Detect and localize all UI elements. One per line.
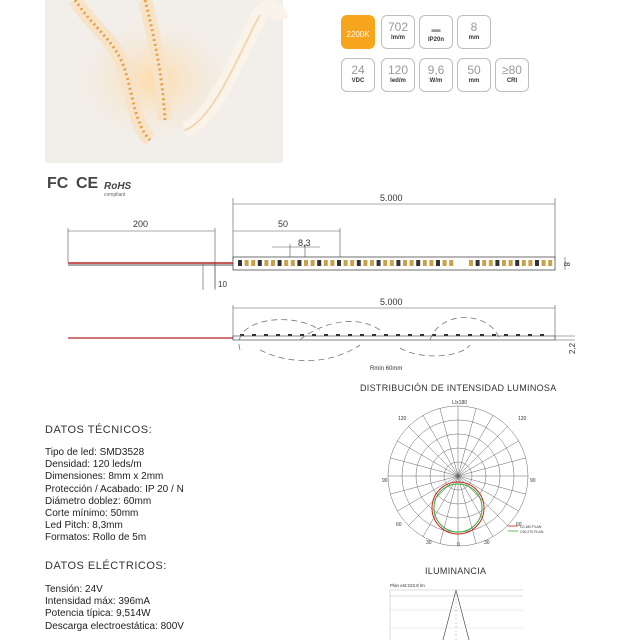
side-led-chip <box>288 334 292 336</box>
illuminance-title: ILUMINANCIA <box>425 566 487 576</box>
led-chip <box>423 260 427 266</box>
led-chip <box>245 260 249 266</box>
led-chip <box>344 260 348 266</box>
power-icon: 9,6 W/m <box>419 58 453 92</box>
width-icon: 8 mm <box>457 15 491 49</box>
side-led-chip <box>468 334 472 336</box>
led-chip <box>476 260 480 266</box>
led-chip <box>436 260 440 266</box>
tech-line: Protección / Acabado: IP 20 / N <box>45 483 184 495</box>
polar-diagram <box>380 398 544 548</box>
led-chip <box>482 260 486 266</box>
tech-title: DATOS TÉCNICOS: <box>45 424 153 436</box>
led-chip <box>502 260 506 266</box>
tech-line: Corte mínimo: 50mm <box>45 508 139 520</box>
dim-thickness-label: 2,2 <box>568 342 577 354</box>
led-chip <box>416 260 420 266</box>
led-chip <box>509 260 513 266</box>
led-chip <box>251 260 255 266</box>
side-led-chip <box>312 334 316 336</box>
electrical-line: Potencia típica: 9,514W <box>45 608 151 620</box>
tech-line: Densidad: 120 leds/m <box>45 459 142 471</box>
side-led-chip <box>372 334 376 336</box>
polar-angle-label: 60 <box>396 522 402 528</box>
led-chip <box>528 260 532 266</box>
polar-angle-label: 30 <box>426 540 432 546</box>
voltage-icon: 24 VDC <box>341 58 375 92</box>
polar-angle-label: 90 <box>382 478 388 484</box>
color-temperature-icon: 2200K <box>341 15 375 49</box>
led-chip <box>330 260 334 266</box>
polar-angle-label: 120 <box>518 416 527 422</box>
lumens-icon: 702 lm/m <box>381 15 415 49</box>
electrical-line: Intensidad máx: 396mA <box>45 596 151 608</box>
technical-drawing <box>0 185 640 375</box>
fcc-logo: FC <box>47 175 69 192</box>
led-chip <box>522 260 526 266</box>
cri-icon: ≥80 CRI <box>495 58 529 92</box>
polar-angle-label: 90 <box>530 478 536 484</box>
leds-per-meter-icon: 120 led/m <box>381 58 415 92</box>
led-chip <box>363 260 367 266</box>
polar-angle-label: 60 <box>516 522 522 528</box>
led-chip <box>258 260 262 266</box>
polar-angle-label: 120 <box>398 416 407 422</box>
bend-radius-label: Rmin 60mm <box>370 366 403 372</box>
tech-line: Tipo de led: SMD3528 <box>45 447 145 458</box>
led-chip <box>535 260 539 266</box>
side-led-chip <box>252 334 256 336</box>
tech-line: Diámetro doblez: 60mm <box>45 495 152 507</box>
illuminance-diagram <box>388 580 528 640</box>
dim-total2-label: 5.000 <box>380 297 403 307</box>
led-chip <box>383 260 387 266</box>
dim-cable-label: 200 <box>133 219 149 229</box>
led-chip <box>271 260 275 266</box>
led-chip <box>291 260 295 266</box>
led-chip <box>410 260 414 266</box>
led-chip <box>495 260 499 266</box>
polar-angle-label: 30 <box>484 540 490 546</box>
side-led-chip <box>336 334 340 336</box>
led-chip <box>238 260 242 266</box>
led-chip <box>542 260 546 266</box>
side-led-chip <box>264 334 268 336</box>
side-led-chip <box>480 334 484 336</box>
side-led-chip <box>300 334 304 336</box>
side-led-chip <box>420 334 424 336</box>
side-led-chip <box>528 334 532 336</box>
led-chip <box>403 260 407 266</box>
product-photo <box>45 0 283 163</box>
side-led-chip <box>324 334 328 336</box>
ip-rating-icon: ▬ IP20n <box>419 15 453 49</box>
led-chip <box>515 260 519 266</box>
led-chip <box>489 260 493 266</box>
dim-cut-label: 50 <box>278 219 289 229</box>
led-chip <box>264 260 268 266</box>
led-chip <box>357 260 361 266</box>
dim-cable-height-label: 10 <box>218 280 227 289</box>
electrical-line: Tensión: 24V <box>45 584 103 595</box>
dim-width-label: 8 <box>562 262 571 267</box>
led-chip <box>396 260 400 266</box>
led-chip <box>370 260 374 266</box>
led-chip <box>324 260 328 266</box>
side-led-chip <box>360 334 364 336</box>
led-chip <box>548 260 552 266</box>
tech-list <box>45 447 184 545</box>
polar-top-label: L/x180 <box>452 400 468 406</box>
led-chip <box>337 260 341 266</box>
led-chip <box>284 260 288 266</box>
led-chip <box>449 260 453 266</box>
led-chip <box>278 260 282 266</box>
side-led-chip <box>492 334 496 336</box>
side-led-chip <box>444 334 448 336</box>
dim-total-label: 5.000 <box>380 193 403 203</box>
tech-line: Led Pitch: 8,3mm <box>45 520 123 532</box>
side-led-chip <box>408 334 412 336</box>
led-chip <box>469 260 473 266</box>
tech-line: Formatos: Rollo de 5m <box>45 532 147 544</box>
tech-line: Dimensiones: 8mm x 2mm <box>45 471 164 483</box>
electrical-title: DATOS ELÉCTRICOS: <box>45 560 167 572</box>
cut-length-icon: 50 mm <box>457 58 491 92</box>
illuminance-header: Plan est:223.8 lm <box>390 583 425 588</box>
electrical-list <box>45 584 184 633</box>
rohs-logo: RoHS compliant <box>104 181 132 198</box>
side-led-chip <box>516 334 520 336</box>
led-chip <box>377 260 381 266</box>
led-chip <box>311 260 315 266</box>
led-chip <box>429 260 433 266</box>
led-chip <box>304 260 308 266</box>
polar-title: DISTRIBUCIÓN DE INTENSIDAD LUMINOSA <box>360 383 557 393</box>
led-chip <box>443 260 447 266</box>
polar-angle-label: 0 <box>457 542 460 548</box>
side-led-chip <box>384 334 388 336</box>
polar-legend-c0: C0,180 PLAN <box>520 525 542 529</box>
side-led-chip <box>276 334 280 336</box>
polar-legend-c90: C90,270 PLAN <box>520 530 544 534</box>
led-chip <box>297 260 301 266</box>
led-chip <box>390 260 394 266</box>
led-chip <box>317 260 321 266</box>
side-led-chip <box>504 334 508 336</box>
side-led-chip <box>348 334 352 336</box>
side-led-chip <box>396 334 400 336</box>
electrical-line: Descarga electroestática: 800V <box>45 620 184 632</box>
side-led-chip <box>540 334 544 336</box>
led-chip <box>350 260 354 266</box>
dim-pitch-label: 8,3 <box>298 238 311 248</box>
ce-logo: CE <box>76 175 99 192</box>
side-led-chip <box>456 334 460 336</box>
